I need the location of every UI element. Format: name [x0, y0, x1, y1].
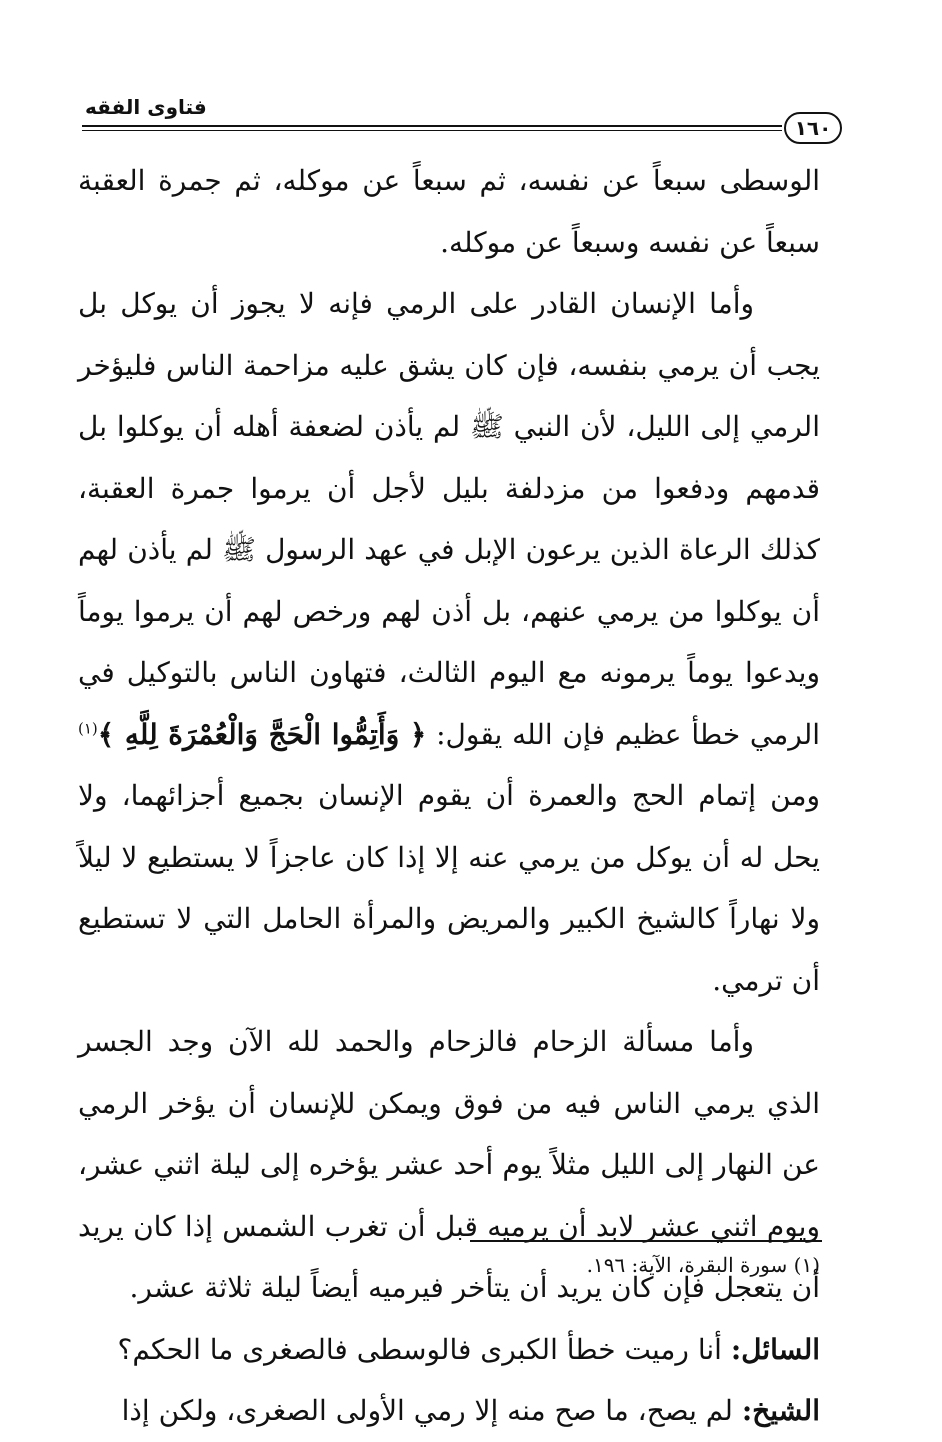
answer-text: لم يصح، ما صح منه إلا رمي الأولى الصغرى، ولكن إذا	[121, 1394, 733, 1427]
running-header-title: فتاوى الفقه	[85, 95, 207, 119]
question-text: أنا رميت خطأ الكبرى فالوسطى فالصغرى ما الحكم؟	[117, 1332, 722, 1366]
answer-line	[78, 1380, 820, 1442]
footnote-reference: (١)	[78, 719, 98, 738]
body-text	[78, 150, 820, 1442]
page-number: ١٦٠	[784, 112, 842, 144]
header-rule	[82, 125, 782, 131]
paragraph-2-text: وأما الإنسان القادر على الرمي فإنه لا يجوز أن يوكل بل يجب أن يرمي بنفسه، فإن كان يشق عليه مزاحمة الناس فليؤخر الرمي إلى الليل، لأن النبي ﷺ لم يأذن لضعفة أهله أن يوكلوا بل قدمهم ودفعوا من مزدلفة بليل لأجل أن يرموا جمرة العقبة، كذلك الرعاة الذين يرعون الإبل في عهد الرسول ﷺ لم يأذن لهم أن يوكلوا من يرمي عنهم، بل أذن لهم ورخص لهم أن يرموا يوماً ويدعوا يوماً يرمونه مع اليوم الثالث، فتهاون الناس بالتوكيل في الرمي خطأ عظيم فإن الله يقول:	[78, 287, 821, 751]
questioner-label: السائل:	[730, 1332, 820, 1366]
footnote: (١) سورة البقرة، الآية: ١٩٦.	[586, 1253, 820, 1277]
footnote-rule	[470, 1240, 822, 1242]
paragraph-2	[78, 273, 820, 1011]
question-line	[78, 1319, 820, 1381]
paragraph-1: الوسطى سبعاً عن نفسه، ثم سبعاً عن موكله، ثم جمرة العقبة سبعاً عن نفسه وسبعاً عن موكله.	[78, 164, 820, 259]
paragraph-3: وأما مسألة الزحام فالزحام والحمد لله الآن وجد الجسر الذي يرمي الناس فيه من فوق ويمكن للإنسان أن يؤخر الرمي عن النهار إلى الليل مثلاً يوم أحد عشر يؤخره إلى ليلة اثني عشر، ويوم اثني عشر لابد أن يرميه قبل أن تغرب الشمس إذا كان يريد أن يتعجل فإن كان يريد أن يتأخر فيرميه أيضاً ليلة ثلاثة عشر.	[78, 1025, 820, 1304]
sheikh-label: الشيخ:	[741, 1394, 820, 1427]
quran-verse: ﴿ وَأَتِمُّوا الْحَجَّ وَالْعُمْرَةَ لِلَّهِ ﴾	[97, 717, 427, 751]
paragraph-2-continuation: ومن إتمام الحج والعمرة أن يقوم الإنسان بجميع أجزائهما، ولا يحل له أن يوكل من يرمي عنه إلا إذا كان عاجزاً لا يستطيع لا ليلاً ولا نهاراً كالشيخ الكبير والمريض والمرأة الحامل التي لا تستطيع أن ترمي.	[78, 779, 820, 997]
